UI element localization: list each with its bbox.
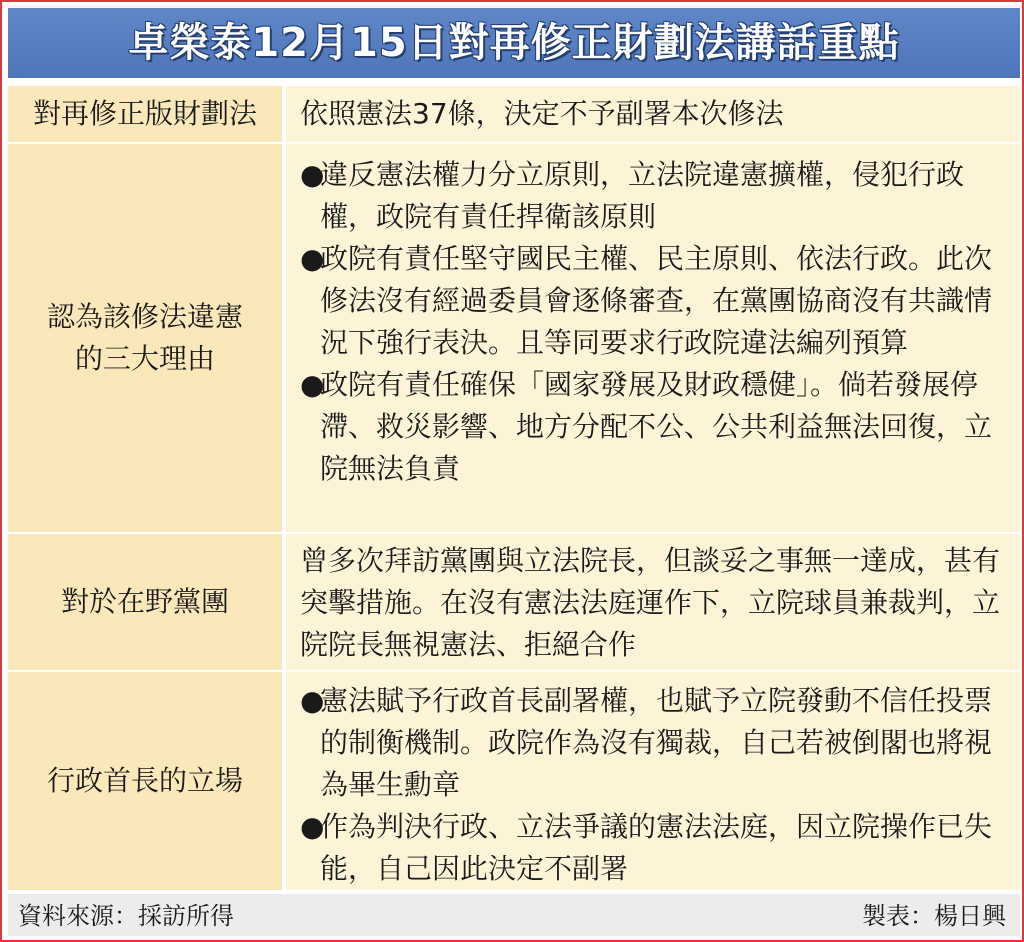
table-row: [8, 86, 1020, 144]
row-label-line: 認為該修法違憲: [46, 300, 243, 333]
table-row: [8, 672, 1020, 892]
row-label: 對再修正版財劃法: [8, 86, 284, 142]
bullet-text: 違反憲法權力分立原則，立法院違憲擴權，侵犯行政權，政院有責任捍衛該原則: [320, 158, 965, 233]
row-content: [286, 534, 1020, 670]
bullet-icon: ●: [300, 810, 325, 843]
bullet-text: 作為判決行政、立法爭議的憲法法庭，因立院操作已失能，自己因此決定不副署: [320, 810, 993, 885]
title-bar: [8, 8, 1020, 78]
maker-credit: 製表：楊日興: [862, 902, 1006, 930]
row-label: 行政首長的立場: [8, 672, 284, 890]
source-note: 資料來源：採訪所得: [18, 902, 234, 930]
bullet-icon: ●: [300, 684, 325, 717]
row-content: [286, 672, 1020, 890]
row-label: [8, 144, 284, 532]
bullet-item: [300, 364, 1006, 490]
row-text: 依照憲法37條，決定不予副署本次修法: [300, 97, 784, 130]
bullet-item: [300, 154, 1006, 238]
row-label: 對於在野黨團: [8, 534, 284, 670]
bullet-item: [300, 806, 1006, 890]
bullet-icon: ●: [300, 242, 325, 275]
row-text: 曾多次拜訪黨團與立法院長，但談妥之事無一達成，甚有突擊措施。在沒有憲法法庭運作下，立院球員兼裁判，立院院長無視憲法、拒絕合作: [300, 544, 1001, 661]
footer: [8, 892, 1020, 936]
row-content: [286, 86, 1020, 142]
bullet-icon: ●: [300, 368, 325, 401]
page-title: 卓榮泰12月15日對再修正財劃法講話重點: [128, 20, 900, 66]
bullet-item: [300, 680, 1006, 806]
row-label-line: 的三大理由: [74, 342, 215, 375]
table-row: [8, 144, 1020, 534]
table-row: [8, 534, 1020, 672]
bullet-text: 憲法賦予行政首長副署權，也賦予立院發動不信任投票的制衡機制。政院作為沒有獨裁，自己若被倒閣也將視為畢生勳章: [320, 684, 993, 801]
row-content: [286, 144, 1020, 532]
bullet-text: 政院有責任確保「國家發展及財政穩健」。倘若發展停滯、救災影響、地方分配不公、公共利益無法回復，立院無法負責: [320, 368, 993, 485]
bullet-text: 政院有責任堅守國民主權、民主原則、依法行政。此次修法沒有經過委員會逐條審查，在黨團協商沒有共識情況下強行表決。且等同要求行政院違法編列預算: [320, 242, 993, 359]
bullet-icon: ●: [300, 158, 325, 191]
bullet-item: [300, 238, 1006, 364]
